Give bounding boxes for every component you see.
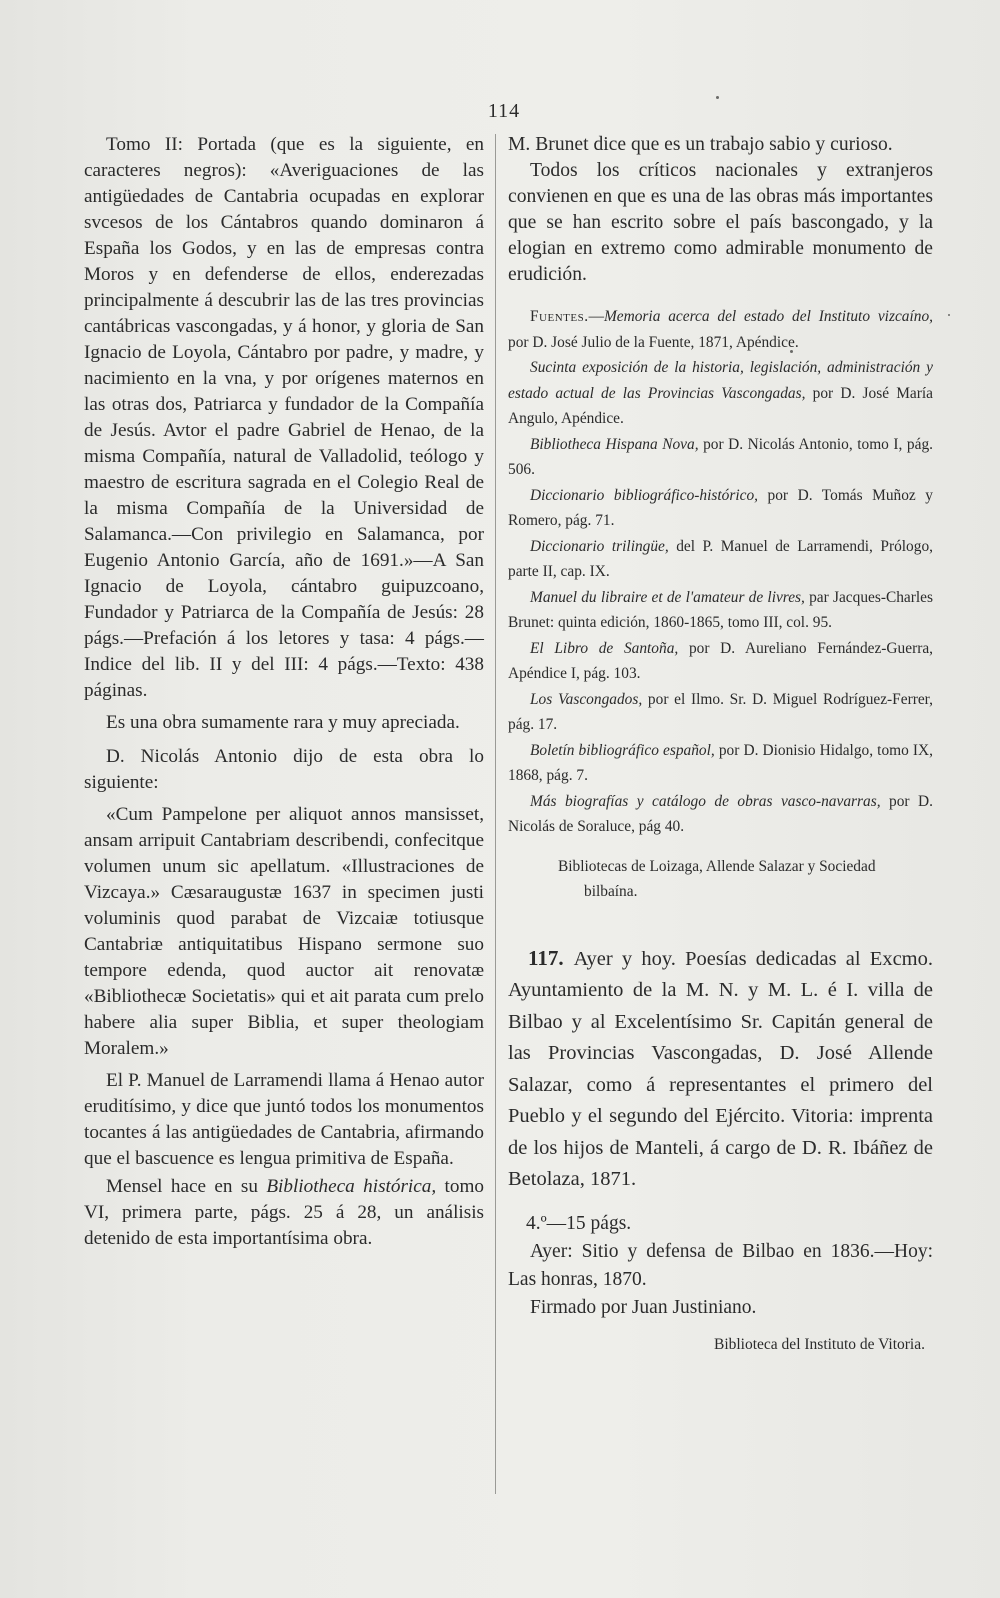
latin-quotation: «Cum Pampelone per aliquot annos mansisset, ansam arripuit Cantabriam describendi, confecitque volumen unum sic apellatum. «Illustraciones de Vizcaya.» Cæsaraugustæ 1637 in specimen justi voluminis quod parabat de Vizcaiæ totiusque Cantabriæ antiquitatibus Hispano sermone suo tempore edenda, quod auctor ait renovatæ «Bibliothecæ Societatis» qui et ait parata cum prelo habere alia super Biblia, et super theologiam Moralem.» bbox=[84, 804, 484, 1059]
source-entry bbox=[508, 355, 933, 432]
entry-title: Ayer y hoy. Poesías dedicadas al Excmo. Ayuntamiento de la M. N. y M. L. é I. villa de Bilbao y al Excelentísimo Sr. Capitán general de las Provincias Vascongadas, D. José Allende Salazar, como á representantes el primero del Pueblo y el segundo del Ejército. Vitoria: imprenta de los hijos de Manteli, á cargo de D. R. Ibáñez de Betolaza, 1871. bbox=[508, 947, 933, 1190]
larramendi-paragraph: El P. Manuel de Larramendi llama á Henao autor eruditísimo, y dice que juntó todos los monumentos tocantes á las antigüedades de Cantabria, afirmando que el bascuence es lengua primitiva de España. bbox=[84, 1070, 484, 1169]
contents-note: Ayer: Sitio y defensa de Bilbao en 1836.—Hoy: Las honras, 1870. bbox=[508, 1240, 933, 1290]
location-note: Biblioteca del Instituto de Vitoria. bbox=[713, 1335, 925, 1353]
tomo-ii-description: Tomo II: Portada (que es la siguiente, en caracteres negros): «Averiguaciones de las antigüedades de Cantabria ocupadas en explorar svcesos de los Cántabros quando dominaron á España los Godos, y en las de empresas contra Moros y en defenderse de ellos, enderezadas principalmente á descubrir las de las tres provincias cantábricas vascongadas, y á honor, y gloria de San Ignacio de Loyola, Cántabro por padre, y madre, y nacimiento en la vna, y por orígenes maternos en las otras dos, Patriarca y fundador de la Compañía de Jesús. Avtor el padre Gabriel de Henao, de la misma Compañía, natural de Valladolid, teólogo y maestro de escritura sagrada en el Colegio Real de la misma Compañía de la Universidad de Salamanca.—Con privilegio en Salamanca, por Eugenio Antonio García, año de 1691.»—A San Ignacio de Loyola, cántabro guipuzcoano, Fundador y Patriarca de la Compañía de Jesús: 28 págs.—Prefación á los letores y tasa: 4 págs.—Indice del lib. II y del III: 4 págs.—Texto: 438 páginas. bbox=[84, 134, 484, 701]
fuentes-label: Fuentes. bbox=[530, 308, 589, 325]
source-details: por D. Nicolás de Soraluce, pág 40. bbox=[508, 792, 933, 835]
source-entry bbox=[508, 483, 933, 534]
column-divider bbox=[495, 134, 496, 1494]
brunet-note: M. Brunet dice que es un trabajo sabio y curioso. bbox=[508, 134, 893, 155]
source-details: por D. Nicolás Antonio, tomo I, pág. 506. bbox=[508, 435, 933, 478]
source-title: Más biografías y catálogo de obras vasco-navarras, bbox=[530, 792, 881, 810]
source-title: Diccionario bibliográfico-histórico, bbox=[530, 486, 758, 504]
paper-speck bbox=[716, 96, 719, 99]
entry-description bbox=[508, 1210, 933, 1322]
source-entry bbox=[508, 636, 933, 687]
source-entry bbox=[508, 432, 933, 483]
sources-list bbox=[508, 304, 933, 840]
source-title: Bibliotheca Hispana Nova, bbox=[530, 435, 699, 453]
source-title: El Libro de Santoña, bbox=[530, 639, 679, 657]
source-title: Memoria acerca del estado del Instituto vizcaíno, bbox=[603, 308, 933, 325]
source-details: por el Ilmo. Sr. D. Miguel Rodríguez-Ferrer, pág. 17. bbox=[508, 690, 934, 733]
source-entry bbox=[508, 687, 933, 738]
source-entry bbox=[508, 789, 933, 840]
critics-paragraph: Todos los críticos nacionales y extranjeros convienen en que es una de las obras más importantes que se han escrito sobre el país bascongado, y la elogian en extremo como admirable monumento de erudición. bbox=[508, 160, 933, 285]
source-details: por D. Dionisio Hidalgo, tomo IX, 1868, pág. 7. bbox=[508, 741, 933, 784]
source-details: por D. José Julio de la Fuente, 1871, Apéndice. bbox=[508, 333, 799, 351]
source-details: par Jacques-Charles Brunet: quinta edición, 1860-1865, tomo III, col. 95. bbox=[508, 588, 933, 631]
source-title: Diccionario trilingüe, bbox=[530, 537, 669, 555]
source-title: Manuel du libraire et de l'amateur de livres, bbox=[530, 588, 805, 606]
mensel-after: tomo VI, primera parte, págs. 25 á 28, un análisis detenido de esta importantísima obra. bbox=[84, 1176, 484, 1249]
source-entry bbox=[508, 585, 933, 636]
paper-speck bbox=[948, 314, 950, 316]
source-entry bbox=[508, 738, 933, 789]
nicolas-antonio-intro: D. Nicolás Antonio dijo de esta obra lo siguiente: bbox=[84, 746, 484, 793]
source-title: Los Vascongados, bbox=[530, 690, 643, 708]
format-and-pages: 4.º—15 págs. bbox=[526, 1212, 632, 1234]
source-details: del P. Manuel de Larramendi, Prólogo, parte II, cap. IX. bbox=[508, 537, 933, 580]
mensel-before: Mensel hace en su bbox=[106, 1176, 267, 1197]
left-column bbox=[84, 132, 484, 1252]
source-entry bbox=[508, 534, 933, 585]
mensel-paragraph bbox=[84, 1174, 484, 1252]
rarity-note: Es una obra sumamente rara y muy apreciada. bbox=[106, 712, 460, 733]
source-details: por D. Tomás Muñoz y Romero, pág. 71. bbox=[508, 486, 933, 529]
source-details: por D. Aureliano Fernández-Guerra, Apéndice I, pág. 103. bbox=[508, 639, 934, 682]
catalog-entry-117 bbox=[508, 943, 933, 1196]
mensel-book-title: Bibliotheca histórica, bbox=[266, 1176, 437, 1197]
paper-speck bbox=[790, 350, 793, 353]
signature-note: Firmado por Juan Justiniano. bbox=[530, 1296, 757, 1318]
source-title: Boletín bibliográfico español, bbox=[530, 741, 715, 759]
source-entry: Fuentes.—Memoria acerca del estado del Instituto vizcaíno, por D. José Julio de la Fuente, 1871, Apéndice. bbox=[508, 308, 933, 351]
source-title: Sucinta exposición de la historia, legislación, administración y estado actual de las Provincias Vascongadas, bbox=[508, 359, 933, 402]
holdings-note: Bibliotecas de Loizaga, Allende Salazar y Sociedad bilbaína. bbox=[558, 857, 876, 900]
entry-number: 117. bbox=[528, 945, 564, 970]
right-column bbox=[508, 132, 933, 1354]
page-number: 114 bbox=[487, 100, 521, 122]
source-details: por D. José María Angulo, Apéndice. bbox=[508, 384, 933, 427]
